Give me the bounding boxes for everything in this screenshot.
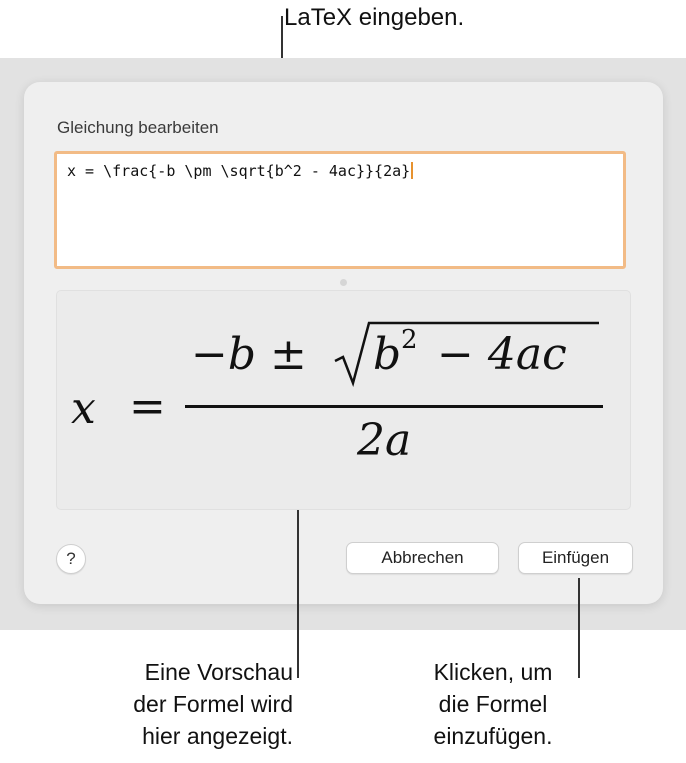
cancel-button[interactable]: Abbrechen <box>346 542 499 574</box>
preview-numerator-minus-b: −b ± <box>191 329 307 380</box>
fraction-bar <box>185 405 603 408</box>
callout-insert-line-1: Klicken, um <box>433 659 553 685</box>
callout-insert-line-3: einzufügen. <box>433 723 553 749</box>
callout-insert-line-2: die Formel <box>438 691 548 717</box>
callout-line-insert <box>578 578 580 678</box>
resize-handle[interactable] <box>340 279 347 286</box>
callout-preview-line-1: Eine Vorschau <box>144 659 293 685</box>
preview-radicand-rest: − 4ac <box>437 329 567 380</box>
preview-exponent: 2 <box>401 325 418 355</box>
preview-denominator: 2a <box>357 415 412 466</box>
latex-input[interactable] <box>54 151 626 269</box>
preview-lhs: x <box>71 383 96 434</box>
callout-preview-line-2: der Formel wird <box>133 691 293 717</box>
insert-button[interactable]: Einfügen <box>518 542 633 574</box>
preview-equals: = <box>129 381 166 432</box>
callout-preview-line-3: hier angezeigt. <box>142 723 293 749</box>
callout-insert <box>410 656 576 752</box>
dialog-title: Gleichung bearbeiten <box>57 118 219 137</box>
help-button[interactable]: ? <box>56 544 86 574</box>
callout-preview <box>133 656 293 752</box>
formula-preview <box>56 290 631 510</box>
preview-radicand-b: b <box>373 329 402 380</box>
callout-line-preview <box>297 510 299 678</box>
latex-input-value: x = \frac{-b \pm \sqrt{b^2 - 4ac}}{2a} <box>67 162 411 180</box>
text-caret <box>411 162 413 179</box>
callout-latex-entry: LaTeX eingeben. <box>284 4 465 31</box>
equation-dialog <box>24 82 663 604</box>
